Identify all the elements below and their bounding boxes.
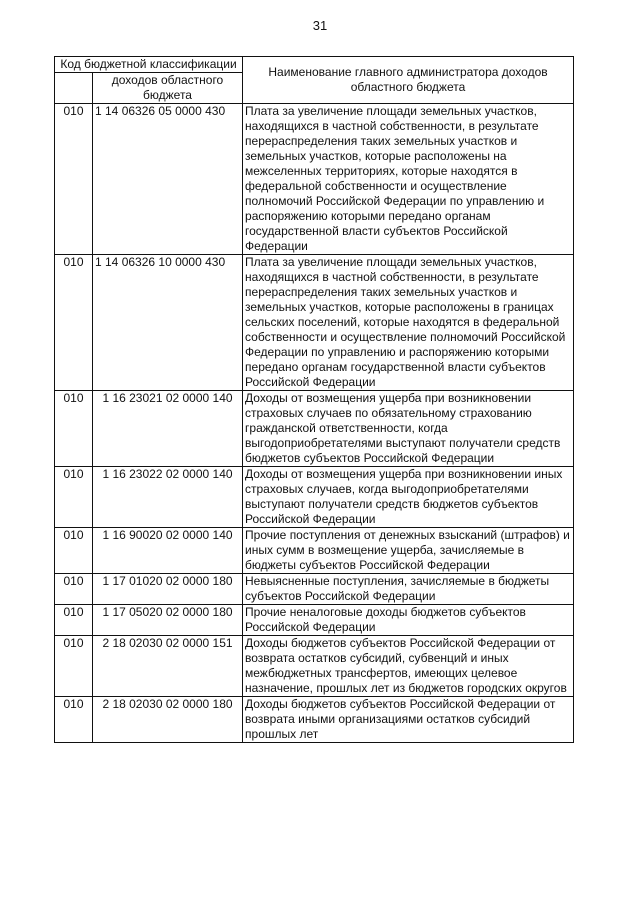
administrator-name-cell: Доходы от возмещения ущерба при возникновении страховых случаев по обязательному страхованию гражданской ответственности, когда выгодоприобретателями выступают получатели средств бюджетов субъектов Российской Федерации — [243, 391, 574, 467]
table-row — [55, 467, 574, 528]
income-column-header: доходов областного бюджета — [93, 73, 243, 104]
admin-code-column-header — [55, 73, 93, 104]
administrator-name-cell: Доходы бюджетов субъектов Российской Федерации от возврата остатков субсидий, субвенций и иных межбюджетных трансфертов, имеющих целевое назначение, прошлых лет из бюджетов городских округов — [243, 636, 574, 697]
admin-code-cell: 010 — [55, 104, 93, 255]
administrator-name-cell: Прочие поступления от денежных взысканий (штрафов) и иных сумм в возмещение ущерба, зачисляемые в бюджеты субъектов Российской Федерации — [243, 528, 574, 574]
table-row — [55, 255, 574, 391]
admin-code-cell: 010 — [55, 255, 93, 391]
budget-code-cell: 2 18 02030 02 0000 151 — [93, 636, 243, 697]
table-row — [55, 528, 574, 574]
administrator-name-cell: Доходы бюджетов субъектов Российской Федерации от возврата иными организациями остатков субсидий прошлых лет — [243, 697, 574, 743]
budget-code-cell: 1 14 06326 10 0000 430 — [93, 255, 243, 391]
admin-code-cell: 010 — [55, 467, 93, 528]
admin-code-cell: 010 — [55, 574, 93, 605]
page-number: 31 — [312, 18, 328, 33]
budget-code-cell: 1 14 06326 05 0000 430 — [93, 104, 243, 255]
administrator-name-cell: Прочие неналоговые доходы бюджетов субъектов Российской Федерации — [243, 605, 574, 636]
budget-code-cell: 1 17 01020 02 0000 180 — [93, 574, 243, 605]
admin-code-cell: 010 — [55, 697, 93, 743]
admin-code-cell: 010 — [55, 391, 93, 467]
administrator-name-cell: Доходы от возмещения ущерба при возникновении иных страховых случаев, когда выгодоприобретателями выступают получатели средств бюджетов субъектов Российской Федерации — [243, 467, 574, 528]
table-row — [55, 391, 574, 467]
table-row — [55, 574, 574, 605]
header-row-group — [55, 57, 574, 73]
budget-code-cell: 1 16 90020 02 0000 140 — [93, 528, 243, 574]
table-row — [55, 697, 574, 743]
budget-code-cell: 1 17 05020 02 0000 180 — [93, 605, 243, 636]
classification-group-header: Код бюджетной классификации — [55, 57, 243, 73]
administrator-name-cell: Плата за увеличение площади земельных участков, находящихся в частной собственности, в результате перераспределения таких земельных участков и земельных участков, которые расположены в границах сельских поселений, которые находятся в федеральной собственности и осуществление полномочий Российской Федерации по управлению и распоряжению которыми передано органам государственной власти субъектов Российской Федерации — [243, 255, 574, 391]
table-row — [55, 104, 574, 255]
budget-classification-table — [54, 56, 574, 743]
name-column-header: Наименование главного администратора доходов областного бюджета — [243, 57, 574, 104]
administrator-name-cell: Невыясненные поступления, зачисляемые в бюджеты субъектов Российской Федерации — [243, 574, 574, 605]
admin-code-cell: 010 — [55, 636, 93, 697]
table-row — [55, 636, 574, 697]
budget-code-cell: 1 16 23022 02 0000 140 — [93, 467, 243, 528]
administrator-name-cell: Плата за увеличение площади земельных участков, находящихся в частной собственности, в результате перераспределения таких земельных участков и земельных участков, которые расположены на межселенных территориях, которые находятся в федеральной собственности и осуществление полномочий Российской Федерации по управлению и распоряжению которыми передано органам государственной власти субъектов Российской Федерации — [243, 104, 574, 255]
table-row — [55, 605, 574, 636]
admin-code-cell: 010 — [55, 528, 93, 574]
admin-code-cell: 010 — [55, 605, 93, 636]
budget-code-cell: 1 16 23021 02 0000 140 — [93, 391, 243, 467]
budget-code-cell: 2 18 02030 02 0000 180 — [93, 697, 243, 743]
